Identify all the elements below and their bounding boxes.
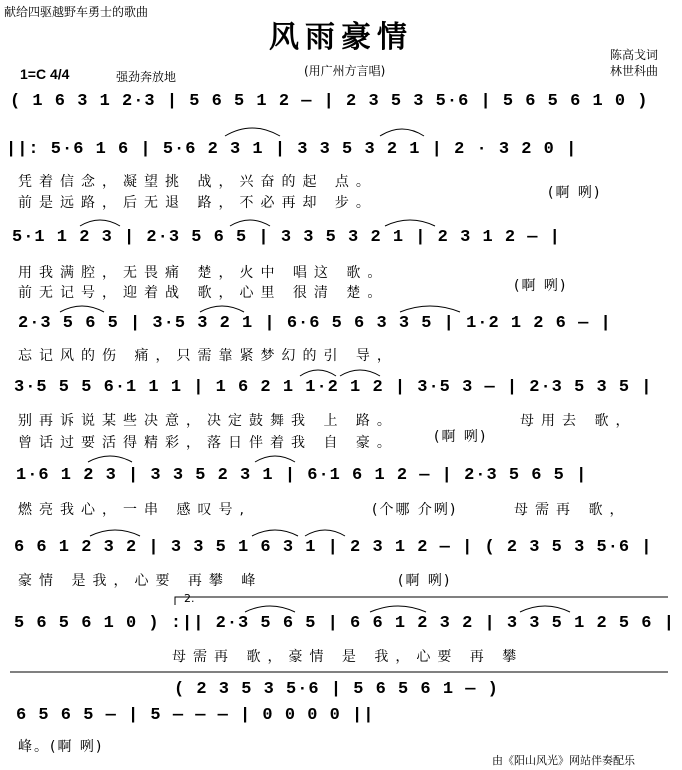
score-line-5-lyrics-1: 别再诉说某些决意，决定鼓舞我 上 路。 bbox=[18, 413, 398, 429]
slur-mark bbox=[200, 306, 244, 312]
song-title: 风雨豪情 bbox=[269, 20, 413, 55]
score-line-6-aside: (个哪 介咧) bbox=[372, 502, 458, 518]
score-line-2-lyrics-2: 前是远路，后无退 路，不必再却 步。 bbox=[18, 195, 377, 211]
score-line-2-notes: ||: 5·6 1 6 | 5·6 2 3 1 | 3 3 5 3 2 1 | 2 · 3 2 0 | bbox=[6, 140, 578, 159]
slur-mark bbox=[245, 606, 295, 612]
score-line-5-lyrics-2: 曾话过要活得精彩，落日伴着我 自 豪。 bbox=[18, 435, 398, 451]
slur-mark bbox=[230, 220, 270, 226]
score-line-5-aside: (啊 咧) bbox=[434, 429, 488, 445]
slur-mark bbox=[520, 606, 570, 612]
score-line-9-lyrics-1: 峰。(啊 咧) bbox=[18, 739, 104, 755]
slur-mark bbox=[252, 530, 298, 536]
score-line-6-notes: 1·6 1 2 3 | 3 3 5 2 3 1 | 6·1 6 1 2 — | 2·3 5 6 5 | bbox=[16, 466, 588, 485]
slur-mark bbox=[385, 220, 435, 226]
slur-mark bbox=[255, 456, 295, 462]
slur-mark bbox=[340, 370, 380, 376]
slur-mark bbox=[400, 306, 460, 312]
score-line-5-notes: 3·5 5 5 6·1 1 1 | 1 6 2 1 1·2 1 2 | 3·5 3 — | 2·3 5 3 5 | bbox=[14, 378, 653, 397]
slur-mark bbox=[300, 370, 336, 376]
slur-mark bbox=[370, 606, 426, 612]
score-line-4-notes: 2·3 5 6 5 | 3·5 3 2 1 | 6·6 5 6 3 3 5 | 1·2 1 2 6 — | bbox=[18, 314, 612, 333]
score-line-7-aside: (啊 咧) bbox=[398, 573, 452, 589]
slur-mark bbox=[225, 128, 280, 136]
score-line-7-notes: 6 6 1 2 3 2 | 3 3 5 1 6 3 1 | 2 3 1 2 — | ( 2 3 5 3 5·6 | bbox=[14, 538, 653, 557]
accompaniment-credit: 由《阳山风光》网站伴奏配乐 bbox=[492, 754, 635, 767]
lyricist-credit: 陈高戈词 bbox=[610, 48, 659, 62]
score-line-2-lyrics-1: 凭着信念，凝望挑 战，兴奋的起 点。 bbox=[18, 174, 377, 190]
slur-mark bbox=[60, 306, 104, 312]
score-line-8-lyrics-1: 母需再 歌，豪情 是 我，心要 再 攀 bbox=[172, 649, 524, 665]
dedication-text: 献给四驱越野车勇士的歌曲 bbox=[4, 5, 149, 19]
score-line-3-lyrics-1: 用我满腔，无畏痛 楚，火中 唱这 歌。 bbox=[18, 265, 389, 281]
key-signature: 1=C 4/4 bbox=[20, 66, 70, 82]
tempo-marking: 强劲奔放地 bbox=[116, 70, 177, 84]
score-line-3-lyrics-2: 前无记号，迎着战 歌，心里 很清 楚。 bbox=[18, 285, 389, 301]
score-line-4-lyrics-1: 忘记风的伤 痛，只需靠紧梦幻的引 导， bbox=[18, 348, 398, 364]
slur-mark bbox=[88, 456, 132, 462]
slur-mark bbox=[380, 129, 424, 136]
score-line-6-lyrics-right: 母需再 歌， bbox=[514, 502, 631, 518]
score-line-8-notes: 5 6 5 6 1 0 ) :|| 2·3 5 6 5 | 6 6 1 2 3 2 | 3 3 5 1 2 5 6 | bbox=[14, 614, 675, 633]
composer-credit: 林世科曲 bbox=[610, 64, 659, 78]
score-line-9-accompaniment: ( 2 3 5 3 5·6 | 5 6 5 6 1 — ) bbox=[174, 680, 499, 699]
score-line-1-notes: ( 1 6 3 1 2·3 | 5 6 5 1 2 — | 2 3 5 3 5·6 | 5 6 5 6 1 0 ) bbox=[10, 92, 649, 111]
volta-ending-2: 2. bbox=[184, 592, 195, 605]
volta-bracket bbox=[175, 597, 668, 605]
score-line-7-lyrics-1: 豪情 是我，心要 再攀 峰 bbox=[18, 573, 263, 589]
slur-mark bbox=[305, 530, 345, 536]
dialect-note: (用广州方言唱) bbox=[304, 64, 386, 78]
score-line-3-notes: 5·1 1 2 3 | 2·3 5 6 5 | 3 3 5 3 2 1 | 2 3 1 2 — | bbox=[12, 228, 561, 247]
score-line-2-aside: (啊 咧) bbox=[548, 185, 602, 201]
score-line-6-lyrics-1: 燃亮我心，一串 感叹号, bbox=[18, 502, 251, 518]
score-line-9-notes: 6 5 6 5 — | 5 — — — | 0 0 0 0 || bbox=[16, 706, 375, 725]
score-line-5-lyrics-right: 母用去 歌， bbox=[520, 413, 637, 429]
slur-mark bbox=[80, 220, 120, 226]
slur-mark bbox=[90, 530, 140, 536]
score-line-3-aside: (啊 咧) bbox=[514, 278, 568, 294]
